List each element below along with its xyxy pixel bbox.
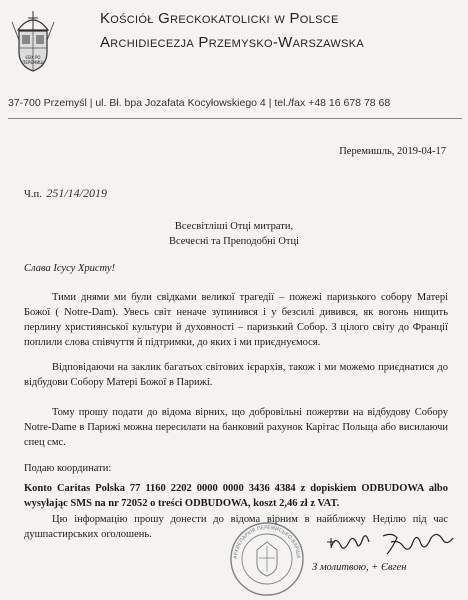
archdiocese-crest-logo bbox=[8, 8, 58, 74]
reference-handwritten-number: 251/14/2019 bbox=[46, 186, 107, 200]
closing-salutation: З молитвою, + Євген bbox=[312, 562, 407, 573]
addressee-block bbox=[0, 219, 468, 249]
handwritten-signature bbox=[325, 528, 460, 558]
addressee-line-1: Всесвітліші Отці митрати, bbox=[174, 221, 294, 232]
organization-name: Kościół Greckokatolicki w Polsce bbox=[100, 10, 339, 27]
official-stamp-seal bbox=[228, 520, 306, 598]
greeting: Слава Ісусу Христу! bbox=[24, 263, 115, 274]
letter-date: Перемишль, 2019-04-17 bbox=[339, 146, 446, 157]
archdiocese-name: Archidiecezja Przemysko-Warszawska bbox=[100, 34, 364, 51]
reference-number bbox=[24, 186, 107, 201]
coordinates-label: Подаю координати: bbox=[24, 463, 112, 474]
reference-prefix: Ч.п. bbox=[24, 189, 42, 200]
paragraph-appeal: Відповідаючи на заклик багатьох світових ієрархів, також і ми можемо приєднатися до відбудови Собору Матері Божої в Парижі. bbox=[24, 362, 448, 388]
paragraph-donations: Тому прошу подати до відома вірних, що добровільні пожертви на відбудову Собору Notre-Dame в Парижі можна пересилати на банковий рахунок Карітас Польща або висилаючи спец смс. bbox=[24, 407, 448, 448]
paragraph-announcement: Цю інформацію прошу донести до відома вірним в найближчу Неділю під час душпастирських оголошень. bbox=[24, 514, 448, 540]
bank-details: Konto Caritas Polska 77 1160 2202 0000 0000 3436 4384 z dopiskiem ODBUDOWA albo wysyłając SMS na nr 72052 o treści ODBUDOWA, koszt 2,46 zł z VAT. bbox=[24, 483, 448, 509]
letterhead-divider bbox=[8, 118, 462, 119]
svg-text:АРХИЄПАРХІЯ ПЕРЕМИСЬКО-ВАРШАВС: АРХИЄПАРХІЯ ПЕРЕМИСЬКО-ВАРША bbox=[232, 524, 302, 560]
svg-text:ЄВХ РО: ЄВХ РО bbox=[25, 55, 41, 60]
addressee-line-2: Всечесні та Преподобні Отці bbox=[168, 236, 300, 247]
svg-text:ПЕРЕМИШ: ПЕРЕМИШ bbox=[22, 60, 44, 65]
paragraph-tragedy: Тими днями ми були свідками великої трагедії – пожежі паризького собору Матері Божої ( Notre-Dam). Увесь світ неначе зупинився і у безсилі дивився, як вогонь нищить перлину християнської культури й духовності – паризький Собор. З цілого світу до Франції поплили слова співчуття й підтримки, до яких і ми приєднуємося. bbox=[24, 292, 448, 348]
letterhead-address: 37-700 Przemyśl | ul. Bł. bpa Jozafata Kocyłowskiego 4 | tel./fax +48 16 678 78 68 bbox=[8, 97, 391, 109]
